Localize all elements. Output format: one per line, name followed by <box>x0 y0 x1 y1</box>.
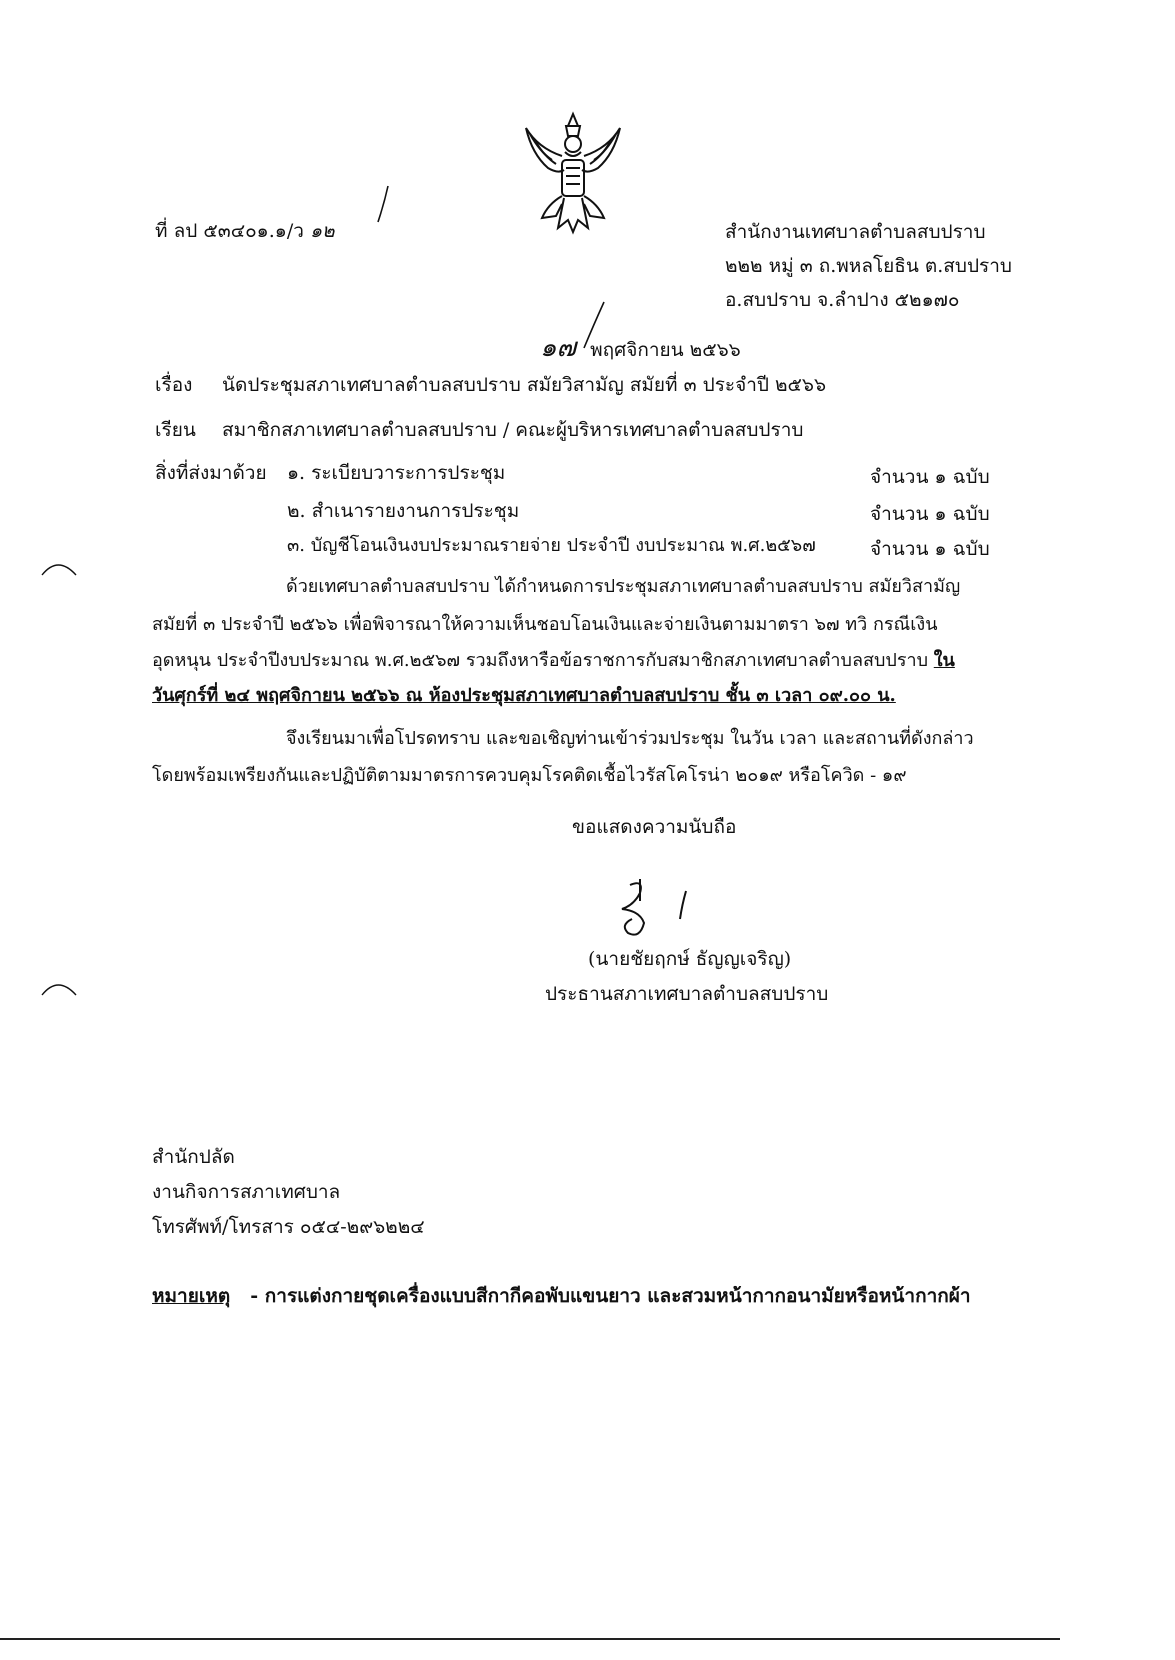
reference-number <box>155 222 335 241</box>
subject-text: นัดประชุมสภาเทศบาลตำบลสบปราบ สมัยวิสามัญ สมัยที่ ๓ ประจำปี ๒๕๖๖ <box>222 374 827 396</box>
body-p1-line-3 <box>152 652 955 670</box>
subject-label: เรื่อง <box>155 374 193 396</box>
date-line <box>540 335 741 361</box>
enclosure-item-3: ๓. บัญชีโอนเงินงบประมาณรายจ่าย ประจำปี งบประมาณ พ.ศ.๒๕๖๗ <box>287 535 816 556</box>
enclosures-label: สิ่งที่ส่งมาด้วย <box>155 462 267 484</box>
date-month-year: พฤศจิกายน ๒๕๖๖ <box>590 339 741 361</box>
punch-hole-mark-top <box>40 555 80 577</box>
body-p1-line-3-text: อุดหนุน ประจำปีงบประมาณ พ.ศ.๒๕๖๗ รวมถึงหารือข้อราชการกับสมาชิกสภาเทศบาลตำบลสบปราบ <box>152 650 929 671</box>
note-line <box>152 1287 971 1306</box>
office-line-3: โทรศัพท์/โทรสาร ๐๕๔-๒๙๖๒๒๔ <box>152 1216 425 1238</box>
sender-line-2: ๒๒๒ หมู่ ๓ ถ.พหลโยธิน ต.สบปราบ <box>725 255 1012 277</box>
date-day-handwritten: ๑๗ <box>540 333 577 363</box>
sender-line-3: อ.สบปราบ จ.ลำปาง ๕๒๑๗๐ <box>725 289 960 311</box>
reference-label: ที่ <box>155 220 168 242</box>
enclosure-item-2: ๒. สำเนารายงานการประชุม <box>287 500 520 522</box>
handwritten-signature <box>610 875 700 945</box>
note-text: - การแต่งกายชุดเครื่องแบบสีกากีคอพับแขนยาว และสวมหน้ากากอนามัยหรือหน้ากากผ้า <box>250 1285 971 1307</box>
closing: ขอแสดงความนับถือ <box>572 816 737 838</box>
reference-pen-stroke <box>372 184 392 224</box>
body-p1-line-4-emphasis: วันศุกร์ที่ ๒๔ พฤศจิกายน ๒๕๖๖ ณ ห้องประชุมสภาเทศบาลตำบลสบปราบ ชั้น ๓ เวลา ๐๙.๐๐ น. <box>152 685 896 706</box>
body-p2-line-2: โดยพร้อมเพรียงกันและปฏิบัติตามมาตรการควบคุมโรคติดเชื้อไวรัสโคโรน่า ๒๐๑๙ หรือโควิด - ๑๙ <box>152 765 907 786</box>
enclosure-qty-1: จำนวน ๑ ฉบับ <box>870 466 990 488</box>
bottom-scan-edge-line <box>0 1638 1060 1640</box>
recipient-text: สมาชิกสภาเทศบาลตำบลสบปราบ / คณะผู้บริหารเทศบาลตำบลสบปราบ <box>222 419 804 441</box>
office-line-1: สำนักปลัด <box>152 1146 235 1168</box>
signer-title: ประธานสภาเทศบาลตำบลสบปราบ <box>545 983 829 1005</box>
body-p2-line-1: จึงเรียนมาเพื่อโปรดทราบ และขอเชิญท่านเข้าร่วมประชุม ในวัน เวลา และสถานที่ดังกล่าว <box>286 728 974 749</box>
body-p1-line-1: ด้วยเทศบาลตำบลสบปราบ ได้กำหนดการประชุมสภาเทศบาลตำบลสบปราบ สมัยวิสามัญ <box>286 576 961 597</box>
recipient-label: เรียน <box>155 419 196 441</box>
punch-hole-mark-bottom <box>40 975 80 997</box>
signer-name: (นายชัยฤกษ์ ธัญญเจริญ) <box>588 948 792 970</box>
reference-handwritten: ๑๒ <box>309 220 335 242</box>
sender-line-1: สำนักงานเทศบาลตำบลสบปราบ <box>725 221 986 243</box>
body-p1-line-2: สมัยที่ ๓ ประจำปี ๒๕๖๖ เพื่อพิจารณาให้ความเห็นชอบโอนเงินและจ่ายเงินตามมาตรา ๖๗ ทวิ กรณีเงิน <box>152 614 938 635</box>
body-p1-line-3-emphasis: ใน <box>933 650 955 671</box>
enclosure-qty-2: จำนวน ๑ ฉบับ <box>870 503 990 525</box>
garuda-emblem <box>518 108 628 238</box>
note-label: หมายเหตุ <box>152 1285 231 1307</box>
enclosure-item-1: ๑. ระเบียบวาระการประชุม <box>287 462 506 484</box>
reference-value: ลป ๕๓๔๐๑.๑/ว <box>173 220 304 242</box>
office-line-2: งานกิจการสภาเทศบาล <box>152 1181 341 1203</box>
enclosure-qty-3: จำนวน ๑ ฉบับ <box>870 538 990 560</box>
